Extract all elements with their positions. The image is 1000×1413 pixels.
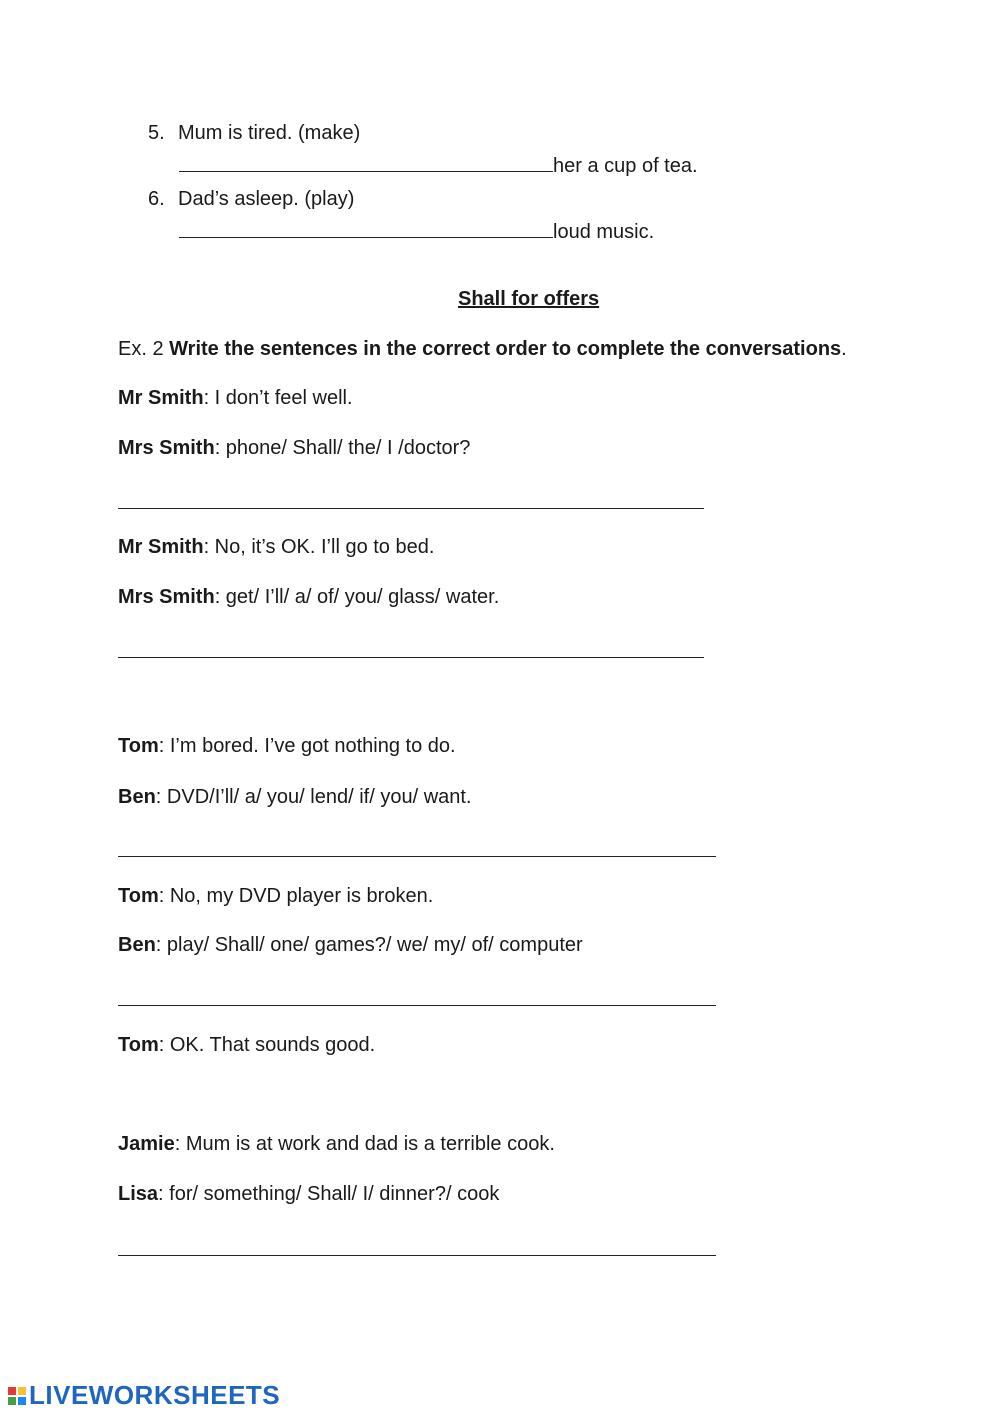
answer-blank[interactable] [179, 219, 553, 238]
logo-icon [8, 1387, 26, 1405]
answer-line[interactable] [118, 657, 704, 658]
dialogue-line: Ben: play/ Shall/ one/ games?/ we/ my/ of/ computer [118, 934, 583, 956]
speaker-name: Mrs Smith [118, 437, 215, 459]
section-title: Shall for offers [458, 288, 600, 310]
dialogue-line: Mrs Smith: phone/ Shall/ the/ I /doctor? [118, 437, 471, 459]
exercise-text: Write the sentences in the correct order to complete the conversations [169, 338, 842, 360]
dialogue-line: Ben: DVD/I’ll/ a/ you/ lend/ if/ you/ want. [118, 786, 472, 808]
item-6-answer-line [179, 219, 654, 245]
dialogue-line: Tom: I’m bored. I’ve got nothing to do. [118, 735, 456, 757]
speaker-name: Tom [118, 885, 159, 907]
dialogue-line: Tom: OK. That sounds good. [118, 1034, 376, 1056]
logo-square [18, 1397, 26, 1405]
dialogue-line: Mr Smith: I don’t feel well. [118, 387, 353, 409]
item-number: 6. [148, 188, 165, 210]
item-6-prompt: 6. Dad’s asleep. (play) [148, 188, 355, 210]
speaker-name: Tom [118, 1034, 159, 1056]
speaker-name: Mr Smith [118, 536, 204, 558]
answer-line[interactable] [118, 508, 704, 509]
speaker-name: Mrs Smith [118, 586, 215, 608]
logo-square [18, 1387, 26, 1395]
speaker-name: Tom [118, 735, 159, 757]
answer-line[interactable] [118, 1255, 716, 1256]
exercise-instruction: Ex. 2 Write the sentences in the correct order to complete the conversations. [118, 338, 847, 360]
speaker-name: Ben [118, 786, 156, 808]
dialogue-line: Mrs Smith: get/ I’ll/ a/ of/ you/ glass/ water. [118, 586, 500, 608]
logo-square [8, 1387, 16, 1395]
dialogue-line: Mr Smith: No, it’s OK. I’ll go to bed. [118, 536, 435, 558]
exercise-label: Ex. 2 [118, 338, 170, 360]
answer-blank[interactable] [179, 153, 553, 172]
speaker-name: Lisa [118, 1183, 159, 1205]
dialogue-line: Jamie: Mum is at work and dad is a terrible cook. [118, 1133, 555, 1155]
brand-name: LIVEWORKSHEETS [29, 1380, 281, 1410]
dialogue-line: Tom: No, my DVD player is broken. [118, 885, 434, 907]
item-5-prompt: 5. Mum is tired. (make) [148, 122, 361, 144]
item-6-completion: loud music. [553, 221, 655, 243]
dialogue-line: Lisa: for/ something/ Shall/ I/ dinner?/ cook [118, 1183, 500, 1205]
speaker-name: Mr Smith [118, 387, 204, 409]
liveworksheets-logo[interactable] [8, 1380, 280, 1411]
speaker-name: Jamie [118, 1133, 175, 1155]
item-number: 5. [148, 122, 165, 144]
answer-line[interactable] [118, 856, 716, 857]
speaker-name: Ben [118, 934, 156, 956]
answer-line[interactable] [118, 1005, 716, 1006]
logo-square [8, 1397, 16, 1405]
item-5-completion: her a cup of tea. [553, 155, 698, 177]
item-5-answer-line [179, 153, 698, 179]
